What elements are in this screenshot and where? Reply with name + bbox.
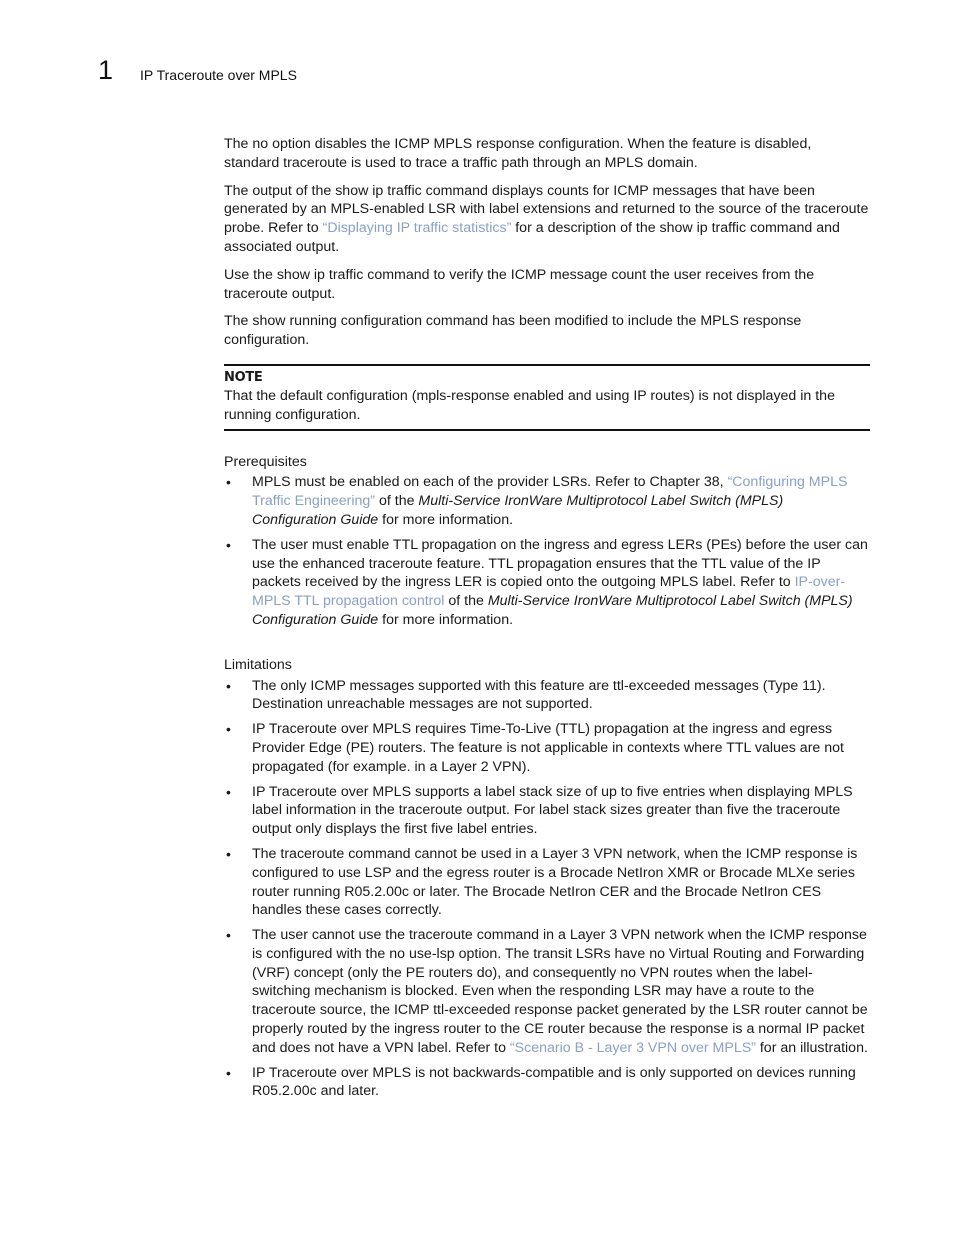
note-text: That the default configuration (mpls-response enabled and using IP routes) is not displayed in the running configuration. [224, 387, 835, 423]
guide-title: Multi-Service IronWare Multiprotocol Label Switch (MPLS) Configuration Guide [252, 493, 784, 528]
note-box [224, 364, 870, 431]
text-span: IP Traceroute over MPLS requires Time-To-Live (TTL) propagation at the ingress and egress Provider Edge (PE) routers. The feature is not applicable in contexts where TTL values are not propagated (for example. in a Layer 2 VPN). [252, 721, 844, 775]
ttl-propagation-control-link[interactable]: IP-over-MPLS TTL propagation control [252, 574, 846, 610]
bullet-icon: • [226, 783, 231, 800]
prerequisites-list [224, 473, 870, 629]
list-item [224, 926, 870, 1058]
configuring-mpls-te-link[interactable]: “Configuring MPLS Traffic Engineering” [252, 474, 848, 510]
text-span: of the [375, 493, 419, 510]
list-item [224, 845, 870, 920]
chapter-number: 1 [98, 55, 114, 85]
page-body [224, 135, 870, 1107]
intro-paragraph-4: The show running configuration command has been modified to include the MPLS response configuration. [224, 313, 802, 349]
scenario-b-link[interactable]: “Scenario B - Layer 3 VPN over MPLS” [509, 1039, 756, 1056]
bullet-icon: • [226, 1064, 231, 1081]
note-label: NOTE [224, 369, 263, 385]
text-span: IP Traceroute over MPLS supports a label stack size of up to five entries when displaying MPLS label information in the traceroute output. For label stack sizes greater than five the traceroute output only displays the first five label entries. [252, 783, 853, 838]
intro-paragraph-3: Use the show ip traffic command to verify the ICMP message count the user receives from the traceroute output. [224, 266, 815, 302]
text-span: The user cannot use the traceroute command in a Layer 3 VPN network when the ICMP response is configured with the no use-lsp option. The transit LSRs have no Virtual Routing and Forwarding (VRF) concept (only the PE routers do), and consequently no VPN routes when the label-switching mechanism is blocked. Even when the responding LSR may have a route to the traceroute source, the ICMP ttl-exceeded response packet generated by the LSR router cannot be properly routed by the ingress router to the CE router because the response is a normal IP packet and does not have a VPN label. Refer to [252, 927, 868, 1056]
text-span: IP Traceroute over MPLS is not backwards-compatible and is only supported on devices running R05.2.00c and later. [252, 1064, 856, 1100]
bullet-icon: • [226, 677, 231, 694]
list-item [224, 473, 870, 529]
list-item [224, 1064, 870, 1102]
text-span: The user must enable TTL propagation on the ingress and egress LERs (PEs) before the user can use the enhanced traceroute feature. TTL propagation ensures that the TTL value of the IP packets received by the ingress LER is copied onto the outgoing MPLS label. Refer to [252, 536, 868, 591]
list-item [224, 783, 870, 839]
text-span: for more information. [378, 611, 514, 628]
displaying-ip-traffic-link[interactable]: “Displaying IP traffic statistics” [322, 220, 512, 237]
bullet-icon: • [226, 927, 231, 944]
intro-paragraph-2 [224, 182, 870, 257]
text-span: The output of the show ip traffic command displays counts for ICMP messages that have been generated by an MPLS-enabled LSR with label extensions and returned to the source of the traceroute probe. Refer to [224, 182, 869, 237]
text-span: for an illustration. [755, 1039, 868, 1056]
prerequisites-heading: Prerequisites [224, 453, 307, 470]
text-span: MPLS must be enabled on each of the provider LSRs. Refer to Chapter 38, [252, 474, 728, 491]
text-span: The traceroute command cannot be used in a Layer 3 VPN network, when the ICMP response is configured to use LSP and the egress router is a Brocade NetIron XMR or Brocade MLXe series router running R05.2.00c or later. The Brocade NetIron CER and the Brocade NetIron CES handles these cases correctly. [252, 845, 858, 919]
text-span: The only ICMP messages supported with this feature are ttl-exceeded messages (Type 11). Destination unreachable messages are not supported. [252, 677, 826, 713]
intro-paragraph-1: The no option disables the ICMP MPLS response configuration. When the feature is disabled, standard traceroute is used to trace a traffic path through an MPLS domain. [224, 136, 812, 171]
text-span: for more information. [378, 511, 514, 528]
guide-title: Multi-Service IronWare Multiprotocol Label Switch (MPLS) Configuration Guide [252, 593, 853, 628]
limitations-heading: Limitations [224, 656, 292, 673]
section-title: IP Traceroute over MPLS [140, 67, 297, 83]
text-span: for a description of the show ip traffic command and associated output. [224, 220, 840, 255]
bullet-icon: • [226, 474, 231, 491]
limitations-list [224, 677, 870, 1102]
text-span: of the [444, 593, 488, 610]
bullet-icon: • [226, 845, 231, 862]
bullet-icon: • [226, 721, 231, 738]
bullet-icon: • [226, 536, 231, 553]
list-item [224, 720, 870, 776]
list-item [224, 536, 870, 630]
list-item [224, 677, 870, 715]
